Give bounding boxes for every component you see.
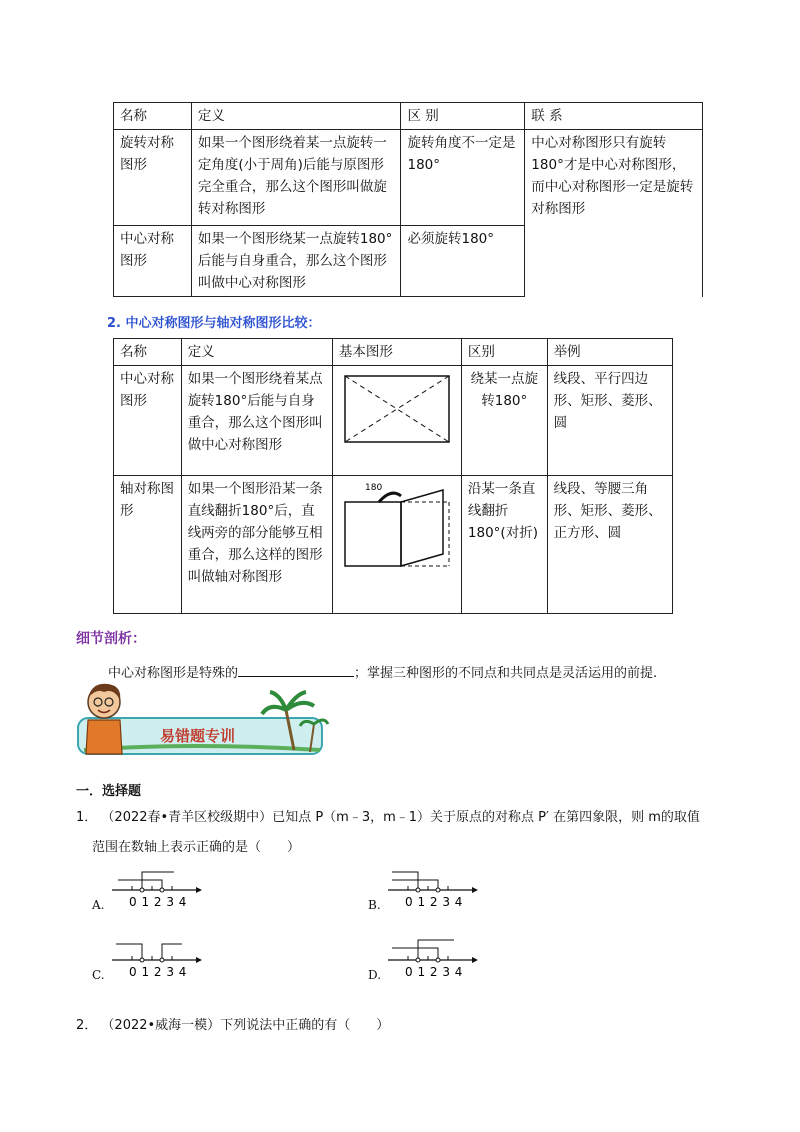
- cell-examples: 线段、等腰三角形、矩形、菱形、正方形、圆: [547, 476, 672, 614]
- section-title: 2. 中心对称图形与轴对称图形比较：: [107, 316, 321, 331]
- detail-text-after: ；掌握三种图形的不同点和共同点是灵活运用的前提.: [354, 666, 658, 681]
- option-d-label[interactable]: D.: [368, 968, 382, 982]
- question-number: 1．: [76, 810, 98, 825]
- cell-relation: 中心对称图形只有旋转180°才是中心对称图形，而中心对称图形一定是旋转对称图形: [525, 130, 703, 297]
- banner: [74, 680, 330, 762]
- table-header-row: [114, 339, 673, 366]
- option-b-ticks: 0 1 2 3 4: [405, 895, 463, 909]
- axial-symmetry-fold-figure: [339, 478, 455, 578]
- fold-angle-label: 180: [364, 483, 383, 493]
- banner-title: 易错题专训: [160, 727, 236, 745]
- header-figure: 基本图形: [332, 339, 461, 366]
- question-1-line-2: 范围在数轴上表示正确的是（ ）: [92, 840, 301, 855]
- option-c-ticks: 0 1 2 3 4: [129, 965, 187, 979]
- question-source: （2022•威海一模）: [101, 1018, 221, 1033]
- cell-examples: 线段、平行四边形、矩形、菱形、圆: [547, 366, 672, 476]
- option-a-ticks: 0 1 2 3 4: [129, 895, 187, 909]
- cell-figure: [332, 476, 461, 614]
- question-1: [76, 808, 736, 828]
- comparison-table-1: [113, 102, 703, 297]
- detail-text-before: 中心对称图形是特殊的: [108, 666, 239, 681]
- option-b-number-line[interactable]: [388, 862, 478, 912]
- header-difference: 区 别: [401, 103, 525, 130]
- option-a-number-line[interactable]: [112, 862, 202, 912]
- header-name: 名称: [114, 103, 192, 130]
- cell-definition: 如果一个图形绕某一点旋转180°后能与自身重合，那么这个图形叫做中心对称图形: [191, 226, 401, 297]
- header-difference: 区别: [461, 339, 547, 366]
- option-d-ticks: 0 1 2 3 4: [405, 965, 463, 979]
- cell-figure: [332, 366, 461, 476]
- option-c-number-line[interactable]: [112, 932, 202, 982]
- table-row: [114, 476, 673, 614]
- central-symmetry-rectangle-figure: [339, 368, 453, 448]
- question-source: （2022春•青羊区校级期中）: [101, 810, 273, 825]
- question-text: 下列说法中正确的有（ ）: [220, 1018, 390, 1033]
- detail-analysis-title: 细节剖析：: [76, 631, 146, 647]
- cell-name: 中心对称图形: [114, 366, 182, 476]
- header-name: 名称: [114, 339, 182, 366]
- cell-name: 轴对称图形: [114, 476, 182, 614]
- fill-in-blank: [238, 664, 354, 677]
- option-c-label[interactable]: C.: [92, 968, 105, 982]
- option-a-label[interactable]: A.: [92, 898, 105, 912]
- header-definition: 定义: [181, 339, 332, 366]
- option-d-number-line[interactable]: [388, 932, 478, 982]
- table-row: [114, 366, 673, 476]
- header-examples: 举例: [547, 339, 672, 366]
- question-number: 2．: [76, 1018, 98, 1033]
- question-text: 已知点 P（m﹣3，m﹣1）关于原点的对称点 P′ 在第四象限，则 m的取值: [272, 810, 700, 825]
- header-definition: 定义: [191, 103, 401, 130]
- header-relation: 联 系: [525, 103, 703, 130]
- cell-definition: 如果一个图形沿某一条直线翻折180°后，直线两旁的部分能够互相重合，那么这样的图形叫做轴对称图形: [181, 476, 332, 614]
- cell-difference: 必须旋转180°: [401, 226, 525, 297]
- comparison-table-2: [113, 338, 673, 614]
- detail-analysis-text: [108, 662, 657, 681]
- cell-difference: 旋转角度不一定是180°: [401, 130, 525, 226]
- cell-name: 中心对称图形: [114, 226, 192, 297]
- section-heading: 一．选择题: [76, 784, 142, 799]
- cell-definition: 如果一个图形绕着某一点旋转一定角度(小于周角)后能与原图形完全重合，那么这个图形叫做旋转对称图形: [191, 130, 401, 226]
- cell-difference: 绕某一点旋转180°: [461, 366, 547, 476]
- option-b-label[interactable]: B.: [368, 898, 381, 912]
- question-2: [76, 1016, 389, 1036]
- cell-name: 旋转对称图形: [114, 130, 192, 226]
- table-header-row: [114, 103, 703, 130]
- cell-difference: 沿某一条直线翻折180°(对折): [461, 476, 547, 614]
- table-row: [114, 130, 703, 226]
- banner-graphic: [74, 680, 330, 762]
- cell-definition: 如果一个图形绕着某点旋转180°后能与自身重合，那么这个图形叫做中心对称图形: [181, 366, 332, 476]
